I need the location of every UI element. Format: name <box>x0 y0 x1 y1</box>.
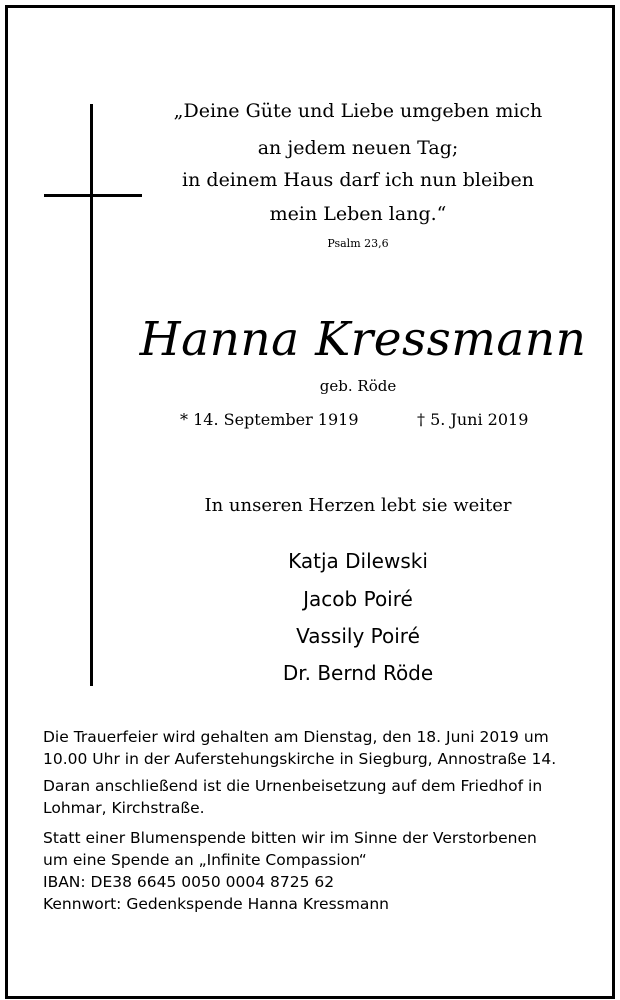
mourner-name: Dr. Bernd Röde <box>282 661 434 685</box>
memorial-line: In unseren Herzen lebt sie weiter <box>204 495 512 516</box>
donation-notice-line: Statt einer Blumenspende bitten wir im Sinne der Verstorbenen <box>43 829 537 847</box>
quote-line: „Deine Güte und Liebe umgeben mich <box>173 100 543 122</box>
death-date: † 5. Juni 2019 <box>417 410 529 429</box>
cross-icon-crossbar <box>44 194 142 197</box>
mourner-name: Katja Dilewski <box>288 549 428 573</box>
birth-name: geb. Röde <box>319 377 397 395</box>
deceased-name: Hanna Kressmann <box>139 312 587 367</box>
obituary-frame <box>5 5 615 999</box>
donation-keyword: Kennwort: Gedenkspende Hanna Kressmann <box>43 895 389 913</box>
burial-notice-line: Lohmar, Kirchstraße. <box>43 799 205 817</box>
funeral-notice-line: Die Trauerfeier wird gehalten am Dienstag, den 18. Juni 2019 um <box>43 728 549 746</box>
mourner-name: Jacob Poiré <box>303 587 413 611</box>
quote-line: mein Leben lang.“ <box>269 203 447 225</box>
mourner-name: Vassily Poiré <box>296 624 420 648</box>
funeral-notice-line: 10.00 Uhr in der Auferstehungskirche in Siegburg, Annostraße 14. <box>43 750 557 768</box>
funeral-notice <box>43 726 613 770</box>
cross-icon <box>90 104 93 686</box>
donation-notice <box>43 827 613 915</box>
birth-date: * 14. September 1919 <box>180 410 359 429</box>
donation-notice-line: um eine Spende an „Infinite Compassion“ <box>43 851 367 869</box>
quote-line: in deinem Haus darf ich nun bleiben <box>182 169 534 191</box>
burial-notice-line: Daran anschließend ist die Urnenbeisetzung auf dem Friedhof in <box>43 777 543 795</box>
quote-reference: Psalm 23,6 <box>327 237 389 250</box>
iban: IBAN: DE38 6645 0050 0004 8725 62 <box>43 873 335 891</box>
quote-line: an jedem neuen Tag; <box>257 137 459 159</box>
burial-notice <box>43 775 613 819</box>
